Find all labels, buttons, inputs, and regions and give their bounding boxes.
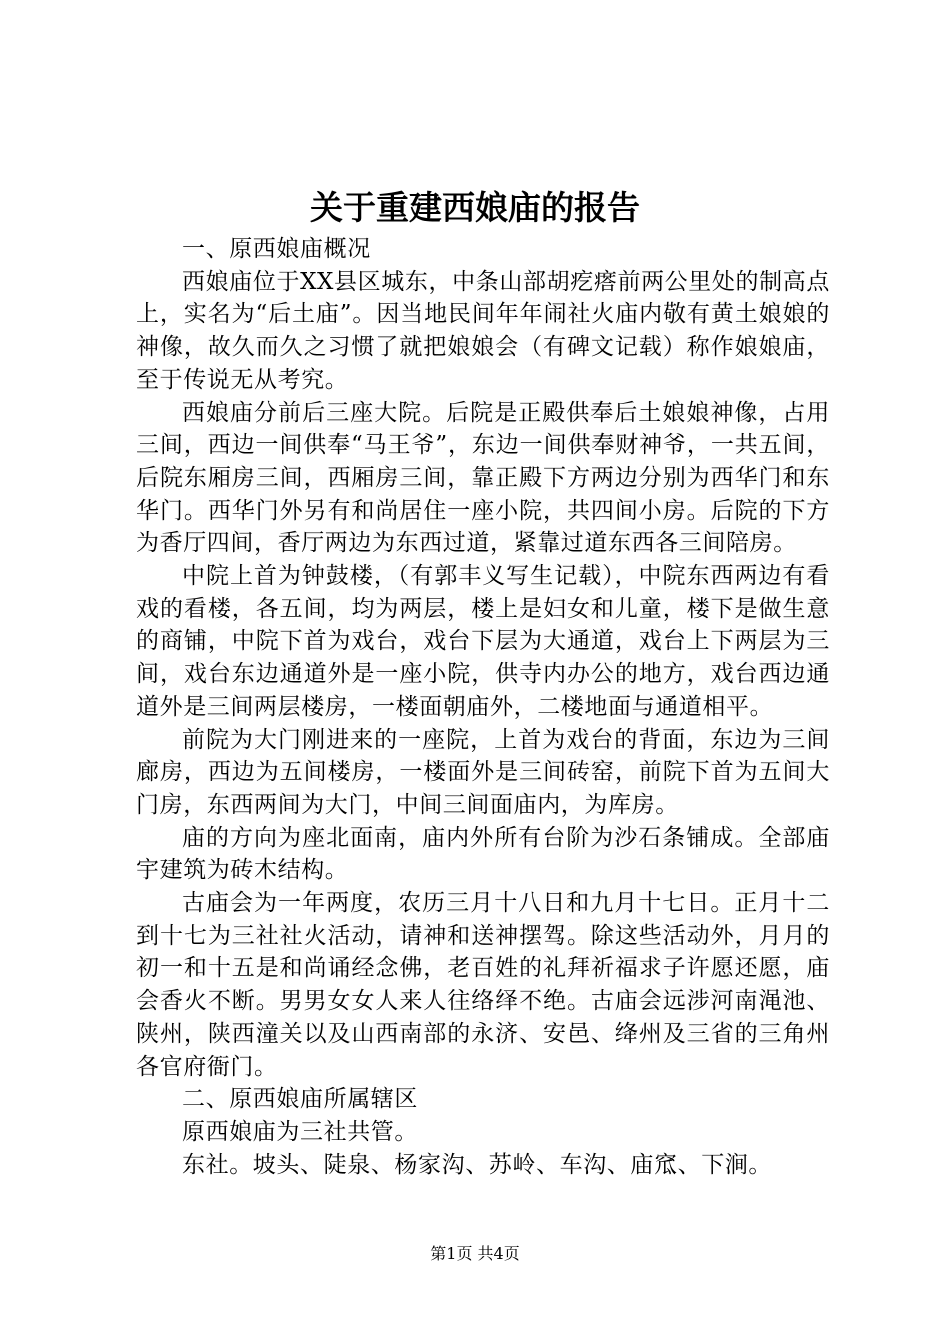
paragraph: 西娘庙分前后三座大院。后院是正殿供奉后土娘娘神像，占用三间，西边一间供奉“马王爷”，东边一间供奉财神爷，一共五间，后院东厢房三间，西厢房三间，靠正殿下方两边分别为西华门和东华门。西华门外另有和尚居住一座小院，共四间小房。后院的下方为香厅四间，香厅两边为东西过道，紧靠过道东西各三间陪房。 <box>136 399 830 557</box>
paragraph: 东社。坡头、陡泉、杨家沟、苏岭、车沟、庙窊、下涧。 <box>182 1151 772 1178</box>
document-title: 关于重建西娘庙的报告 <box>310 188 640 227</box>
paragraph: 前院为大门刚进来的一座院，上首为戏台的背面，东边为三间廊房，西边为五间楼房，一楼面外是三间砖窑，前院下首为五间大门房，东西两间为大门，中间三间面庙内，为库房。 <box>136 726 830 818</box>
paragraph: 庙的方向为座北面南，庙内外所有台阶为沙石条铺成。全部庙宇建筑为砖木结构。 <box>136 824 830 884</box>
document-body <box>136 233 830 1181</box>
page-footer: 第1页 共4页 <box>430 1244 520 1263</box>
paragraph: 西娘庙位于XX县区城东，中条山部胡疙瘩前两公里处的制高点上，实名为“后土庙”。因当地民间年年闹社火庙内敬有黄土娘娘的神像，故久而久之习惯了就把娘娘会（有碑文记载）称作娘娘庙，至于传说无从考究。 <box>136 268 830 393</box>
section-heading-1: 一、原西娘庙概况 <box>182 236 371 262</box>
paragraph: 中院上首为钟鼓楼，（有郭丰义写生记载），中院东西两边有看戏的看楼，各五间，均为两层，楼上是妇女和儿童，楼下是做生意的商铺，中院下首为戏台，戏台下层为大通道，戏台上下两层为三间，戏台东边通道外是一座小院，供寺内办公的地方，戏台西边通道外是三间两层楼房，一楼面朝庙外，二楼地面与通道相平。 <box>136 563 830 720</box>
section-heading-2: 二、原西娘庙所属辖区 <box>182 1086 418 1113</box>
paragraph: 原西娘庙为三社共管。 <box>182 1118 418 1145</box>
paragraph: 古庙会为一年两度，农历三月十八日和九月十七日。正月十二到十七为三社社火活动，请神和送神摆驾。除这些活动外，月月的初一和十五是和尚诵经念佛，老百姓的礼拜祈福求子许愿还愿，庙会香火不断。男男女女人来人往络绎不绝。古庙会远涉河南渑池、陕州，陕西潼关以及山西南部的永济、安邑、绛州及三省的三角州各官府衙门。 <box>136 890 830 1080</box>
